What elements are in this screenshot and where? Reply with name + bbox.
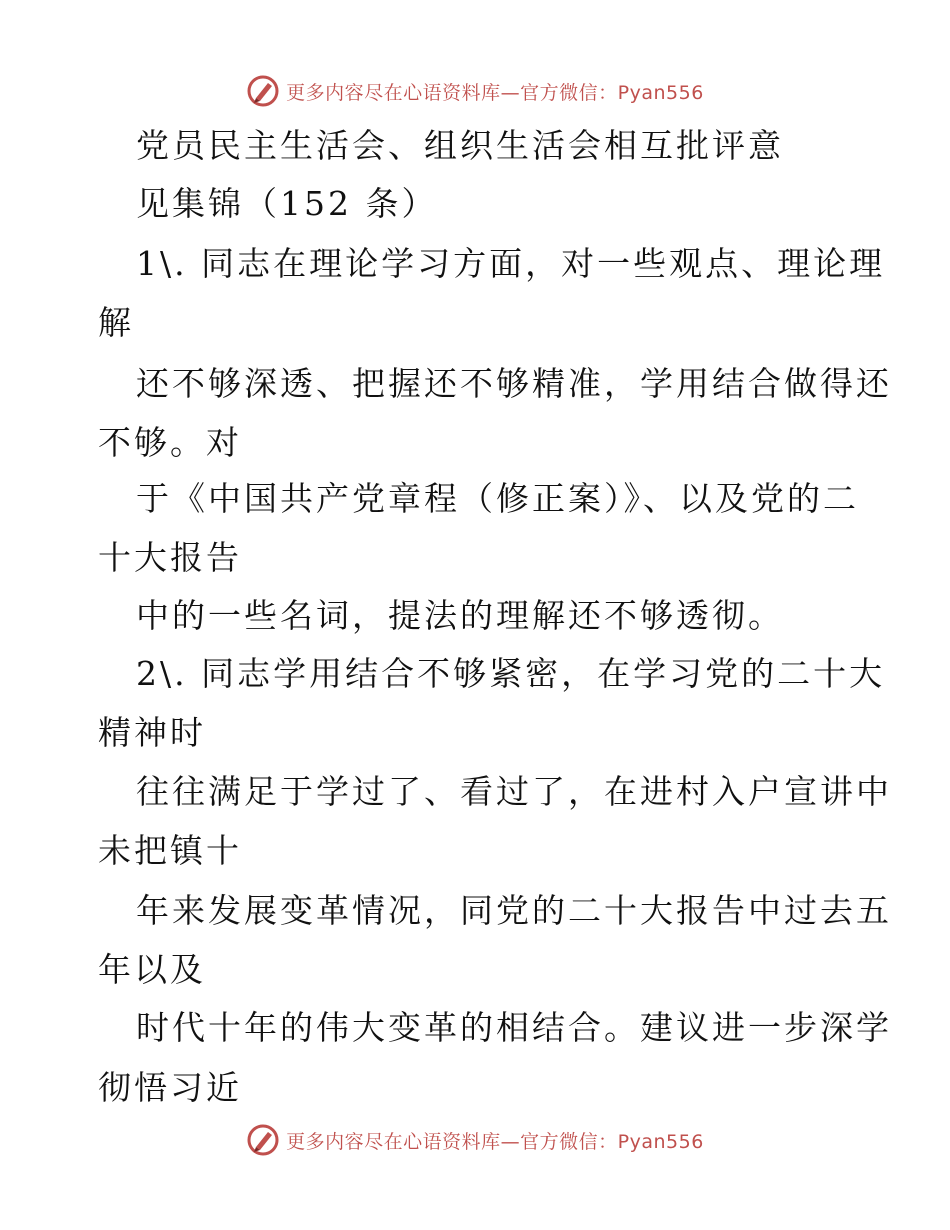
text-line: 解: [98, 303, 134, 342]
text-line: 时代十年的伟大变革的相结合。建议进一步深学: [136, 1008, 892, 1047]
text-line: 彻悟习近: [98, 1068, 242, 1107]
text-line: 党员民主生活会、组织生活会相互批评意: [136, 126, 784, 165]
text-line: 于《中国共产党章程（修正案）》、以及党的二: [136, 479, 859, 518]
text-line: 未把镇十: [98, 831, 242, 870]
text-line: 十大报告: [98, 538, 242, 577]
text-line: 往往满足于学过了、看过了，在进村入户宣讲中: [136, 772, 892, 811]
text-line: 年来发展变革情况，同党的二十大报告中过去五: [136, 891, 892, 930]
text-line: 2\. 同志学用结合不够紧密，在学习党的二十大: [136, 654, 886, 693]
pen-circle-logo-icon: [246, 74, 280, 108]
header-watermark: [0, 71, 950, 111]
text-line: 还不够深透、把握还不够精准，学用结合做得还: [136, 364, 892, 403]
pen-circle-logo-icon: [246, 1123, 280, 1157]
text-line: 年以及: [98, 950, 206, 989]
text-line: 精神时: [98, 713, 206, 752]
watermark-text: 更多内容尽在心语资料库—官方微信：Pyan556: [286, 81, 704, 104]
footer-watermark: [0, 1120, 950, 1160]
text-line: 1\. 同志在理论学习方面，对一些观点、理论理: [136, 244, 886, 283]
text-line: 中的一些名词，提法的理解还不够透彻。: [136, 596, 784, 635]
text-line: 见集锦（152 条）: [136, 184, 438, 223]
watermark-text: 更多内容尽在心语资料库—官方微信：Pyan556: [286, 1130, 704, 1153]
text-line: 不够。对: [98, 423, 242, 462]
